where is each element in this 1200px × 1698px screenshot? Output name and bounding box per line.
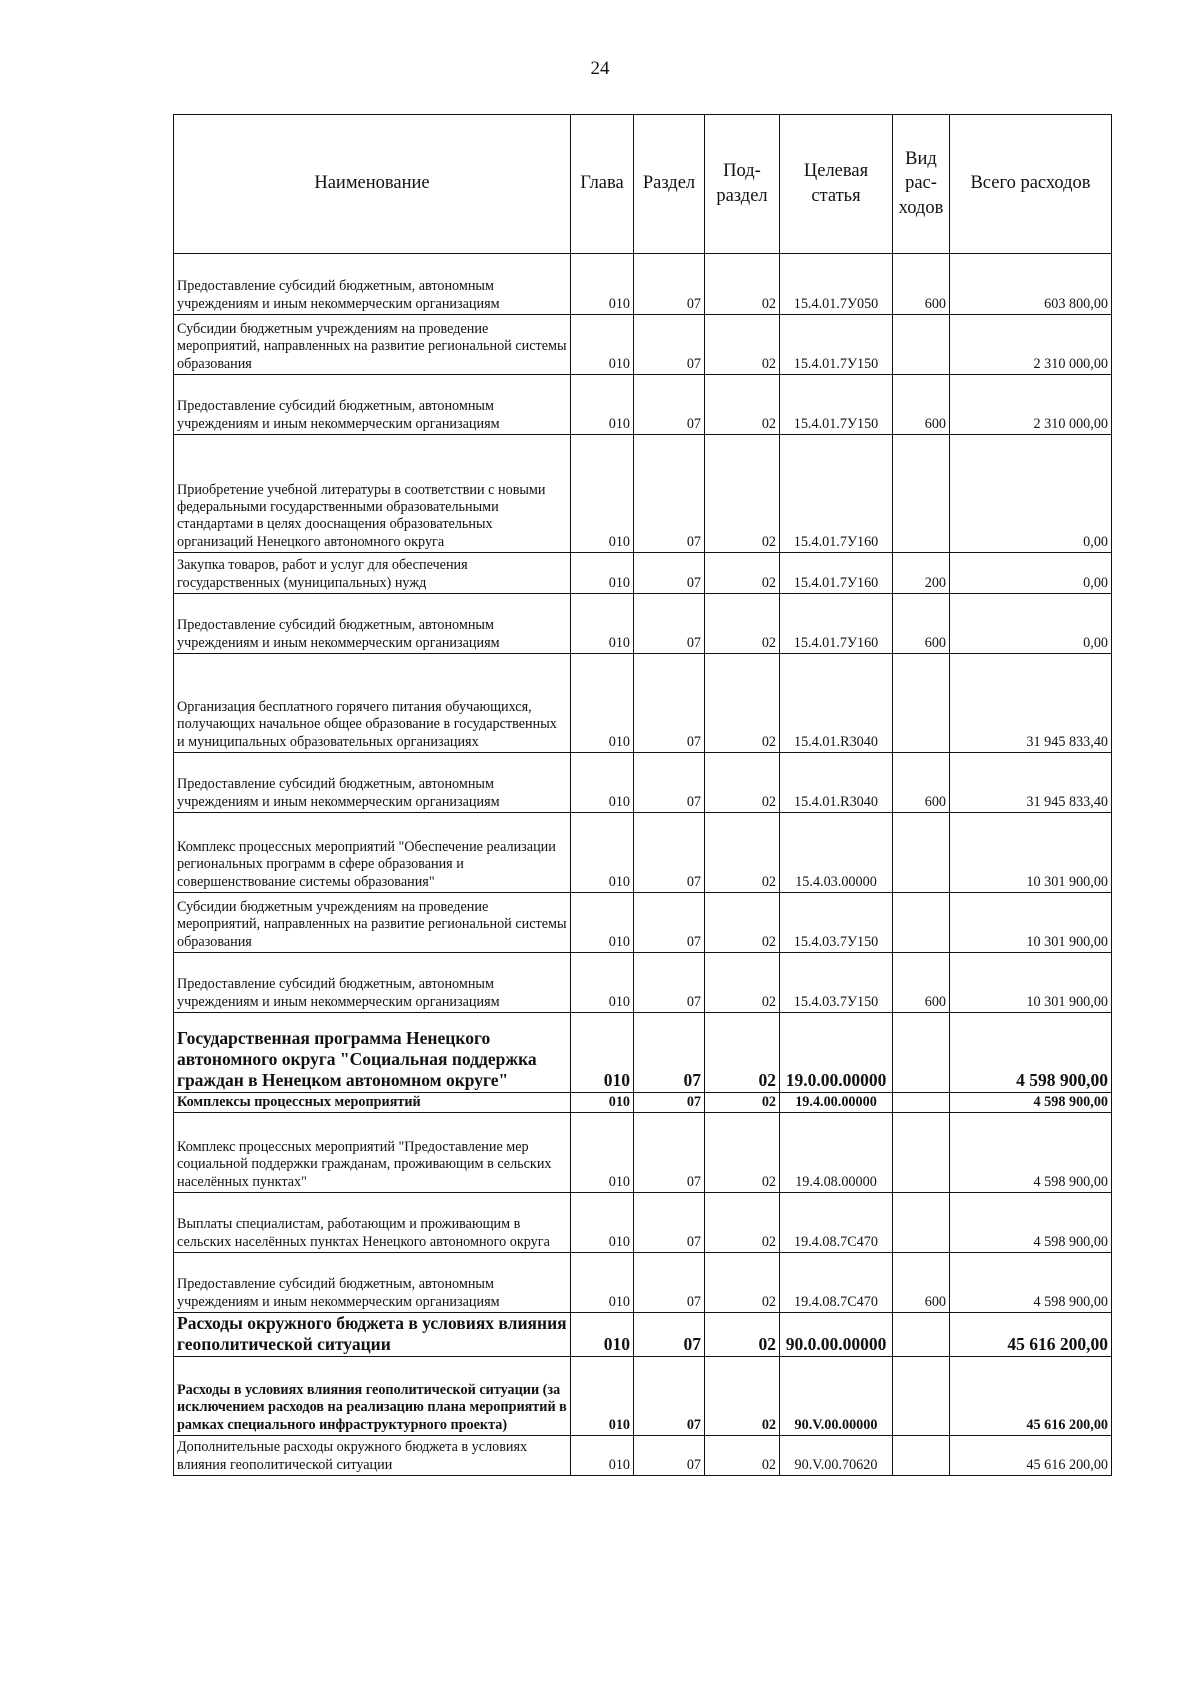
cell-podrazdel: 02 <box>705 953 780 1013</box>
table-row <box>174 1357 1112 1436</box>
cell-total: 10 301 900,00 <box>950 953 1112 1013</box>
cell-name: Субсидии бюджетным учреждениям на проведение мероприятий, направленных на развитие региональной системы образования <box>174 315 571 375</box>
cell-razdel: 07 <box>634 1357 705 1436</box>
cell-podrazdel: 02 <box>705 654 780 753</box>
cell-tselevaya-statya: 15.4.01.7У160 <box>780 435 893 553</box>
cell-glava: 010 <box>571 1113 634 1193</box>
table-row <box>174 254 1112 315</box>
cell-razdel: 07 <box>634 1013 705 1093</box>
cell-name: Комплекс процессных мероприятий "Обеспечение реализации региональных программ в сфере образования и совершенствование системы образования" <box>174 813 571 893</box>
table-row <box>174 1093 1112 1113</box>
cell-total: 31 945 833,40 <box>950 654 1112 753</box>
cell-tselevaya-statya: 15.4.03.7У150 <box>780 953 893 1013</box>
cell-tselevaya-statya: 15.4.01.7У160 <box>780 594 893 654</box>
cell-vid-raskhodov <box>893 1313 950 1357</box>
cell-vid-raskhodov: 600 <box>893 375 950 435</box>
cell-name: Предоставление субсидий бюджетным, автономным учреждениям и иным некоммерческим организациям <box>174 594 571 654</box>
table-row <box>174 753 1112 813</box>
cell-glava: 010 <box>571 1093 634 1113</box>
cell-vid-raskhodov <box>893 893 950 953</box>
cell-podrazdel: 02 <box>705 1093 780 1113</box>
header-total: Всего расходов <box>950 115 1112 254</box>
cell-tselevaya-statya: 15.4.01.R3040 <box>780 654 893 753</box>
cell-podrazdel: 02 <box>705 893 780 953</box>
table-row <box>174 953 1112 1013</box>
cell-tselevaya-statya: 19.4.08.7С470 <box>780 1253 893 1313</box>
cell-razdel: 07 <box>634 435 705 553</box>
cell-tselevaya-statya: 15.4.01.7У160 <box>780 553 893 594</box>
cell-tselevaya-statya: 15.4.01.R3040 <box>780 753 893 813</box>
cell-tselevaya-statya: 15.4.03.00000 <box>780 813 893 893</box>
cell-name: Комплексы процессных мероприятий <box>174 1093 571 1113</box>
budget-table <box>173 114 1112 1476</box>
cell-podrazdel: 02 <box>705 1113 780 1193</box>
cell-tselevaya-statya: 90.V.00.70620 <box>780 1436 893 1476</box>
cell-vid-raskhodov: 600 <box>893 753 950 813</box>
cell-total: 0,00 <box>950 553 1112 594</box>
cell-podrazdel: 02 <box>705 375 780 435</box>
cell-podrazdel: 02 <box>705 594 780 654</box>
cell-podrazdel: 02 <box>705 553 780 594</box>
cell-razdel: 07 <box>634 654 705 753</box>
table-row <box>174 375 1112 435</box>
cell-vid-raskhodov <box>893 1013 950 1093</box>
cell-glava: 010 <box>571 1253 634 1313</box>
cell-razdel: 07 <box>634 1313 705 1357</box>
cell-name: Государственная программа Ненецкого автономного округа "Социальная поддержка граждан в Ненецком автономном округе" <box>174 1013 571 1093</box>
cell-podrazdel: 02 <box>705 1193 780 1253</box>
header-razdel: Раздел <box>634 115 705 254</box>
table-row <box>174 1253 1112 1313</box>
table-header <box>174 115 1112 254</box>
cell-tselevaya-statya: 19.0.00.00000 <box>780 1013 893 1093</box>
cell-podrazdel: 02 <box>705 1013 780 1093</box>
cell-name: Предоставление субсидий бюджетным, автономным учреждениям и иным некоммерческим организациям <box>174 254 571 315</box>
cell-podrazdel: 02 <box>705 1313 780 1357</box>
cell-total: 31 945 833,40 <box>950 753 1112 813</box>
cell-podrazdel: 02 <box>705 1357 780 1436</box>
header-vid-raskhodov: Вид рас- ходов <box>893 115 950 254</box>
cell-vid-raskhodov <box>893 654 950 753</box>
table-row <box>174 1436 1112 1476</box>
cell-vid-raskhodov: 600 <box>893 1253 950 1313</box>
cell-total: 10 301 900,00 <box>950 813 1112 893</box>
cell-name: Приобретение учебной литературы в соответствии с новыми федеральными государственными образовательными стандартами в целях дооснащения образовательных организаций Ненецкого автономного округа <box>174 435 571 553</box>
cell-glava: 010 <box>571 1013 634 1093</box>
header-podrazdel: Под- раздел <box>705 115 780 254</box>
cell-podrazdel: 02 <box>705 315 780 375</box>
cell-glava: 010 <box>571 553 634 594</box>
cell-razdel: 07 <box>634 1253 705 1313</box>
cell-razdel: 07 <box>634 813 705 893</box>
cell-razdel: 07 <box>634 254 705 315</box>
cell-podrazdel: 02 <box>705 1253 780 1313</box>
cell-name: Комплекс процессных мероприятий "Предоставление мер социальной поддержки гражданам, проживающим в сельских населённых пунктах" <box>174 1113 571 1193</box>
table-row <box>174 893 1112 953</box>
cell-vid-raskhodov <box>893 315 950 375</box>
cell-razdel: 07 <box>634 553 705 594</box>
cell-tselevaya-statya: 15.4.01.7У150 <box>780 315 893 375</box>
cell-total: 45 616 200,00 <box>950 1313 1112 1357</box>
cell-total: 45 616 200,00 <box>950 1436 1112 1476</box>
cell-razdel: 07 <box>634 1093 705 1113</box>
cell-glava: 010 <box>571 953 634 1013</box>
cell-total: 603 800,00 <box>950 254 1112 315</box>
cell-tselevaya-statya: 15.4.01.7У050 <box>780 254 893 315</box>
table-row <box>174 654 1112 753</box>
cell-glava: 010 <box>571 893 634 953</box>
cell-vid-raskhodov <box>893 1193 950 1253</box>
cell-name: Расходы в условиях влияния геополитической ситуации (за исключением расходов на реализацию плана мероприятий в рамках специального инфраструктурного проекта) <box>174 1357 571 1436</box>
cell-razdel: 07 <box>634 1113 705 1193</box>
cell-total: 2 310 000,00 <box>950 375 1112 435</box>
cell-name: Субсидии бюджетным учреждениям на проведение мероприятий, направленных на развитие региональной системы образования <box>174 893 571 953</box>
cell-tselevaya-statya: 19.4.00.00000 <box>780 1093 893 1113</box>
cell-podrazdel: 02 <box>705 254 780 315</box>
table-row <box>174 553 1112 594</box>
cell-podrazdel: 02 <box>705 753 780 813</box>
cell-vid-raskhodov <box>893 1357 950 1436</box>
cell-total: 4 598 900,00 <box>950 1193 1112 1253</box>
cell-name: Дополнительные расходы окружного бюджета в условиях влияния геополитической ситуации <box>174 1436 571 1476</box>
cell-vid-raskhodov <box>893 1113 950 1193</box>
table-row <box>174 1113 1112 1193</box>
cell-glava: 010 <box>571 254 634 315</box>
cell-vid-raskhodov: 600 <box>893 254 950 315</box>
cell-total: 45 616 200,00 <box>950 1357 1112 1436</box>
table-row <box>174 813 1112 893</box>
cell-total: 4 598 900,00 <box>950 1093 1112 1113</box>
cell-tselevaya-statya: 19.4.08.00000 <box>780 1113 893 1193</box>
cell-glava: 010 <box>571 375 634 435</box>
cell-vid-raskhodov: 600 <box>893 953 950 1013</box>
cell-name: Предоставление субсидий бюджетным, автономным учреждениям и иным некоммерческим организациям <box>174 1253 571 1313</box>
cell-total: 4 598 900,00 <box>950 1013 1112 1093</box>
header-glava: Глава <box>571 115 634 254</box>
cell-razdel: 07 <box>634 893 705 953</box>
cell-total: 2 310 000,00 <box>950 315 1112 375</box>
cell-tselevaya-statya: 19.4.08.7С470 <box>780 1193 893 1253</box>
header-name: Наименование <box>174 115 571 254</box>
cell-razdel: 07 <box>634 315 705 375</box>
cell-name: Организация бесплатного горячего питания обучающихся, получающих начальное общее образование в государственных и муниципальных образовательных организациях <box>174 654 571 753</box>
cell-glava: 010 <box>571 315 634 375</box>
cell-total: 0,00 <box>950 435 1112 553</box>
cell-glava: 010 <box>571 1436 634 1476</box>
table-row <box>174 1193 1112 1253</box>
page-number: 24 <box>590 58 610 79</box>
cell-razdel: 07 <box>634 1193 705 1253</box>
cell-name: Выплаты специалистам, работающим и проживающим в сельских населённых пунктах Ненецкого автономного округа <box>174 1193 571 1253</box>
cell-razdel: 07 <box>634 953 705 1013</box>
header-tselevaya-statya: Целевая статья <box>780 115 893 254</box>
table-row <box>174 315 1112 375</box>
cell-total: 0,00 <box>950 594 1112 654</box>
table-row <box>174 1013 1112 1093</box>
cell-glava: 010 <box>571 753 634 813</box>
cell-vid-raskhodov <box>893 1436 950 1476</box>
table-row <box>174 1313 1112 1357</box>
table-row <box>174 594 1112 654</box>
cell-glava: 010 <box>571 1193 634 1253</box>
cell-name: Закупка товаров, работ и услуг для обеспечения государственных (муниципальных) нужд <box>174 553 571 594</box>
cell-glava: 010 <box>571 654 634 753</box>
cell-razdel: 07 <box>634 1436 705 1476</box>
cell-tselevaya-statya: 15.4.03.7У150 <box>780 893 893 953</box>
cell-vid-raskhodov <box>893 1093 950 1113</box>
cell-razdel: 07 <box>634 753 705 813</box>
cell-glava: 010 <box>571 1357 634 1436</box>
cell-name: Расходы окружного бюджета в условиях влияния геополитической ситуации <box>174 1313 571 1357</box>
cell-glava: 010 <box>571 813 634 893</box>
cell-glava: 010 <box>571 1313 634 1357</box>
cell-glava: 010 <box>571 435 634 553</box>
cell-total: 4 598 900,00 <box>950 1253 1112 1313</box>
cell-razdel: 07 <box>634 594 705 654</box>
cell-vid-raskhodov: 600 <box>893 594 950 654</box>
table-body <box>174 254 1112 1476</box>
cell-podrazdel: 02 <box>705 1436 780 1476</box>
cell-name: Предоставление субсидий бюджетным, автономным учреждениям и иным некоммерческим организациям <box>174 375 571 435</box>
cell-tselevaya-statya: 90.V.00.00000 <box>780 1357 893 1436</box>
cell-name: Предоставление субсидий бюджетным, автономным учреждениям и иным некоммерческим организациям <box>174 953 571 1013</box>
cell-vid-raskhodov: 200 <box>893 553 950 594</box>
cell-vid-raskhodov <box>893 435 950 553</box>
cell-glava: 010 <box>571 594 634 654</box>
cell-tselevaya-statya: 15.4.01.7У150 <box>780 375 893 435</box>
cell-tselevaya-statya: 90.0.00.00000 <box>780 1313 893 1357</box>
cell-razdel: 07 <box>634 375 705 435</box>
cell-podrazdel: 02 <box>705 435 780 553</box>
cell-name: Предоставление субсидий бюджетным, автономным учреждениям и иным некоммерческим организациям <box>174 753 571 813</box>
cell-podrazdel: 02 <box>705 813 780 893</box>
cell-total: 10 301 900,00 <box>950 893 1112 953</box>
cell-total: 4 598 900,00 <box>950 1113 1112 1193</box>
cell-vid-raskhodov <box>893 813 950 893</box>
table-row <box>174 435 1112 553</box>
